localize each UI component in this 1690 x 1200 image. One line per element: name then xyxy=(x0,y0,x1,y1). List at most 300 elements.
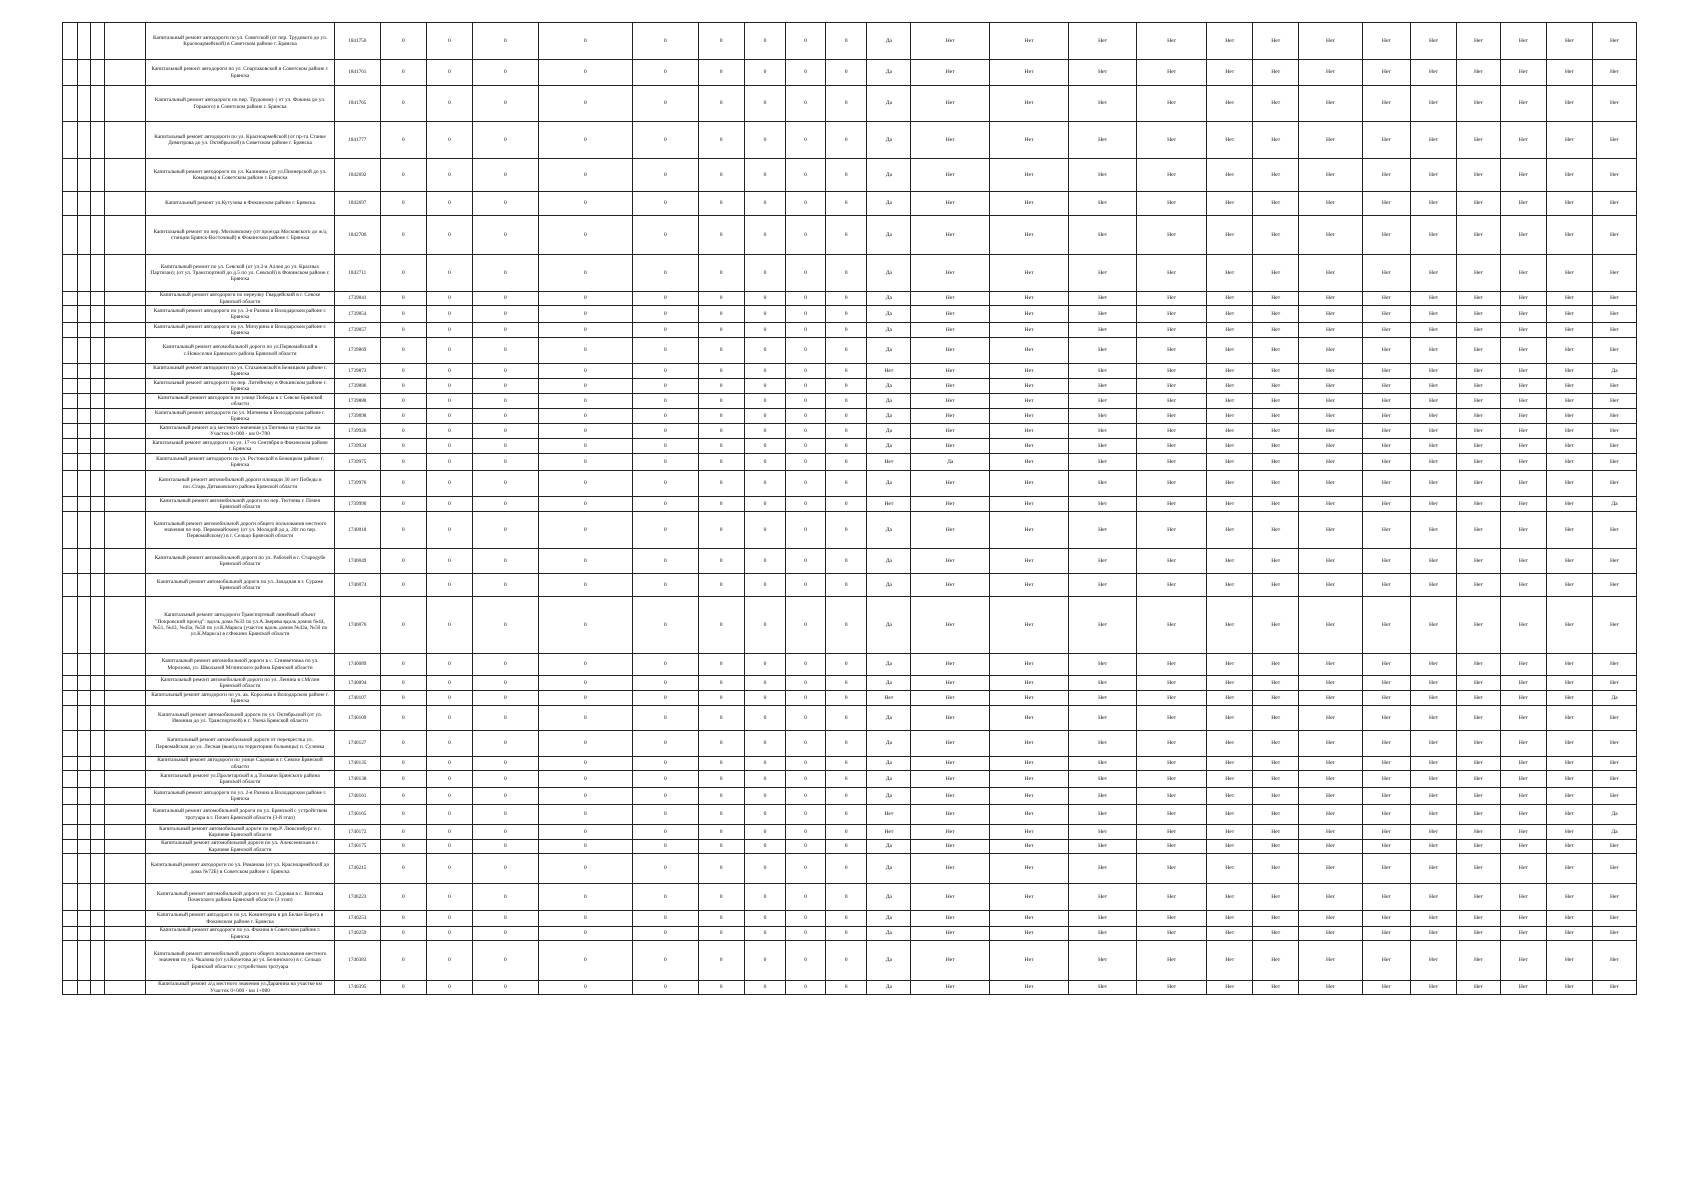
value-cell: 0 xyxy=(538,654,632,676)
flag-cell: Нет xyxy=(1457,379,1501,394)
object-name-cell: Капитальный ремонт автодороги по ул. Советской (от пер. Трудового до ул. Красноармейской) в Советском районе г. Брянска xyxy=(146,23,335,60)
empty-cell xyxy=(78,439,91,454)
flag-cell: Нет xyxy=(1592,941,1636,981)
flag-cell: Нет xyxy=(1500,654,1546,676)
value-cell: 0 xyxy=(426,192,472,216)
flag-cell: Нет xyxy=(1546,323,1592,338)
value-cell: 0 xyxy=(825,731,867,757)
value-cell: 0 xyxy=(472,471,538,497)
flag-cell: Нет xyxy=(1069,911,1137,927)
value-cell: 0 xyxy=(786,825,825,840)
flag-cell: Нет xyxy=(1137,409,1207,424)
value-cell: 0 xyxy=(825,364,867,379)
flag-cell: Нет xyxy=(1500,840,1546,854)
flag-cell: Нет xyxy=(1253,840,1299,854)
value-cell: 0 xyxy=(380,471,426,497)
value-cell: 0 xyxy=(825,292,867,306)
flag-cell: Да xyxy=(867,471,911,497)
flag-cell: Нет xyxy=(1207,981,1253,995)
table-row xyxy=(63,454,1637,471)
flag-cell: Нет xyxy=(990,706,1069,731)
object-name-cell: Капитальный ремонт автодороги по ул. Фокина в Советском районе г. Брянска xyxy=(146,927,335,941)
flag-cell: Нет xyxy=(1457,323,1501,338)
flag-cell: Нет xyxy=(1069,323,1137,338)
flag-cell: Да xyxy=(867,394,911,409)
empty-cell xyxy=(104,424,146,439)
value-cell: 0 xyxy=(786,676,825,691)
value-cell: 0 xyxy=(825,941,867,981)
empty-cell xyxy=(104,911,146,927)
value-cell: 0 xyxy=(426,292,472,306)
flag-cell: Нет xyxy=(911,927,990,941)
table-row xyxy=(63,192,1637,216)
flag-cell: Нет xyxy=(1457,23,1501,60)
flag-cell: Нет xyxy=(1546,379,1592,394)
flag-cell: Нет xyxy=(911,338,990,364)
value-cell: 0 xyxy=(825,424,867,439)
value-cell: 0 xyxy=(786,379,825,394)
flag-cell: Нет xyxy=(1411,306,1457,323)
flag-cell: Нет xyxy=(1546,854,1592,884)
value-cell: 0 xyxy=(632,788,698,805)
empty-cell xyxy=(63,805,78,825)
value-cell: 0 xyxy=(380,757,426,771)
object-code-cell: 1842692 xyxy=(334,159,380,192)
object-name-cell: Капитальный ремонт автомобильной дороги в с. Синеветовка по ул. Морозова, ул. Школьной Мглинского района Брянской области xyxy=(146,654,335,676)
empty-cell xyxy=(91,512,104,549)
flag-cell: Нет xyxy=(1500,454,1546,471)
flag-cell: Нет xyxy=(990,981,1069,995)
empty-cell xyxy=(104,805,146,825)
flag-cell: Нет xyxy=(1500,23,1546,60)
value-cell: 0 xyxy=(426,788,472,805)
flag-cell: Нет xyxy=(990,255,1069,292)
value-cell: 0 xyxy=(472,379,538,394)
object-name-cell: Капитальный ремонт автодороги по ул. Спартаковской в Советском районе г. Брянска xyxy=(146,60,335,86)
object-name-cell: Капитальный ремонт а/д местного значения ул.Тютчева на участке км Участок 0+000 - км 0+700 xyxy=(146,424,335,439)
object-name-cell: Капитальный ремонт автодороги по ул. ак. Королева в Володарском районе г. Брянска xyxy=(146,691,335,706)
flag-cell: Нет xyxy=(1362,60,1410,86)
flag-cell: Нет xyxy=(1207,911,1253,927)
value-cell: 0 xyxy=(825,60,867,86)
value-cell: 0 xyxy=(698,364,744,379)
flag-cell: Нет xyxy=(1457,122,1501,159)
empty-cell xyxy=(63,292,78,306)
flag-cell: Нет xyxy=(867,497,911,512)
empty-cell xyxy=(91,379,104,394)
flag-cell: Нет xyxy=(1069,23,1137,60)
flag-cell: Нет xyxy=(1137,454,1207,471)
value-cell: 0 xyxy=(698,60,744,86)
flag-cell: Нет xyxy=(1137,394,1207,409)
value-cell: 0 xyxy=(472,159,538,192)
value-cell: 0 xyxy=(472,854,538,884)
value-cell: 0 xyxy=(632,597,698,654)
flag-cell: Нет xyxy=(911,911,990,927)
value-cell: 0 xyxy=(698,497,744,512)
flag-cell: Нет xyxy=(1253,731,1299,757)
flag-cell: Нет xyxy=(1137,549,1207,574)
flag-cell: Нет xyxy=(1457,574,1501,597)
flag-cell: Нет xyxy=(911,884,990,911)
empty-cell xyxy=(78,409,91,424)
flag-cell: Нет xyxy=(1207,255,1253,292)
value-cell: 0 xyxy=(472,825,538,840)
object-name-cell: Капитальный ремонт автомобильной дороги общего пользования местного значения по ул. Чкалова (от ул.Кочетова до ул. Белинского) в г. Сельцо Брянской области с устройством тротуара xyxy=(146,941,335,981)
flag-cell: Нет xyxy=(1500,691,1546,706)
flag-cell: Нет xyxy=(1253,676,1299,691)
empty-cell xyxy=(91,927,104,941)
flag-cell: Нет xyxy=(1500,911,1546,927)
flag-cell: Нет xyxy=(1362,424,1410,439)
flag-cell: Нет xyxy=(1592,338,1636,364)
flag-cell: Нет xyxy=(1500,512,1546,549)
table-row xyxy=(63,981,1637,995)
value-cell: 0 xyxy=(825,654,867,676)
table-row xyxy=(63,676,1637,691)
flag-cell: Нет xyxy=(1411,292,1457,306)
value-cell: 0 xyxy=(538,255,632,292)
empty-cell xyxy=(91,471,104,497)
flag-cell: Нет xyxy=(1069,497,1137,512)
value-cell: 0 xyxy=(698,927,744,941)
flag-cell: Нет xyxy=(1207,192,1253,216)
table-row xyxy=(63,654,1637,676)
value-cell: 0 xyxy=(825,306,867,323)
object-name-cell: Капитальный ремонт автодороги по ул. Матвеева в Володарском районе г. Брянска xyxy=(146,409,335,424)
flag-cell: Нет xyxy=(1592,23,1636,60)
flag-cell: Нет xyxy=(1592,757,1636,771)
flag-cell: Нет xyxy=(1137,706,1207,731)
value-cell: 0 xyxy=(538,471,632,497)
value-cell: 0 xyxy=(786,497,825,512)
flag-cell: Да xyxy=(867,86,911,122)
object-name-cell: Капитальный ремонт автодороги по переулку Гвардейский в г. Севске Брянской области xyxy=(146,292,335,306)
value-cell: 0 xyxy=(380,654,426,676)
flag-cell: Нет xyxy=(1207,574,1253,597)
value-cell: 0 xyxy=(380,306,426,323)
flag-cell: Нет xyxy=(1207,338,1253,364)
value-cell: 0 xyxy=(698,691,744,706)
value-cell: 0 xyxy=(825,597,867,654)
value-cell: 0 xyxy=(426,122,472,159)
value-cell: 0 xyxy=(472,597,538,654)
flag-cell: Нет xyxy=(1362,292,1410,306)
flag-cell: Нет xyxy=(1411,771,1457,788)
empty-cell xyxy=(104,323,146,338)
empty-cell xyxy=(78,216,91,255)
flag-cell: Нет xyxy=(1546,439,1592,454)
empty-cell xyxy=(91,454,104,471)
table-row xyxy=(63,122,1637,159)
flag-cell: Нет xyxy=(990,409,1069,424)
table-row xyxy=(63,927,1637,941)
object-code-cell: 1841761 xyxy=(334,60,380,86)
flag-cell: Нет xyxy=(1299,306,1363,323)
flag-cell: Нет xyxy=(1299,338,1363,364)
value-cell: 0 xyxy=(744,706,786,731)
value-cell: 0 xyxy=(698,394,744,409)
value-cell: 0 xyxy=(632,497,698,512)
object-code-cell: 1739976 xyxy=(334,471,380,497)
value-cell: 0 xyxy=(744,323,786,338)
value-cell: 0 xyxy=(472,394,538,409)
flag-cell: Нет xyxy=(1592,306,1636,323)
value-cell: 0 xyxy=(426,757,472,771)
value-cell: 0 xyxy=(698,825,744,840)
flag-cell: Нет xyxy=(1592,379,1636,394)
value-cell: 0 xyxy=(825,788,867,805)
flag-cell: Нет xyxy=(990,394,1069,409)
value-cell: 0 xyxy=(744,884,786,911)
empty-cell xyxy=(63,394,78,409)
empty-cell xyxy=(63,691,78,706)
empty-cell xyxy=(63,409,78,424)
flag-cell: Нет xyxy=(1592,549,1636,574)
value-cell: 0 xyxy=(786,911,825,927)
empty-cell xyxy=(91,757,104,771)
value-cell: 0 xyxy=(632,706,698,731)
flag-cell: Нет xyxy=(1299,216,1363,255)
flag-cell: Нет xyxy=(1299,379,1363,394)
flag-cell: Нет xyxy=(1411,597,1457,654)
value-cell: 0 xyxy=(825,512,867,549)
value-cell: 0 xyxy=(744,122,786,159)
value-cell: 0 xyxy=(632,757,698,771)
flag-cell: Нет xyxy=(1500,757,1546,771)
value-cell: 0 xyxy=(744,676,786,691)
empty-cell xyxy=(91,192,104,216)
value-cell: 0 xyxy=(538,757,632,771)
value-cell: 0 xyxy=(380,23,426,60)
flag-cell: Нет xyxy=(1592,86,1636,122)
empty-cell xyxy=(78,86,91,122)
value-cell: 0 xyxy=(632,364,698,379)
object-name-cell: Капитальный ремонт автодороги по улице Садовая в г. Севске Брянской области xyxy=(146,757,335,771)
flag-cell: Нет xyxy=(1546,805,1592,825)
flag-cell: Нет xyxy=(1592,788,1636,805)
flag-cell: Нет xyxy=(1411,60,1457,86)
flag-cell: Нет xyxy=(911,854,990,884)
empty-cell xyxy=(63,364,78,379)
value-cell: 0 xyxy=(786,323,825,338)
flag-cell: Да xyxy=(867,292,911,306)
empty-cell xyxy=(78,192,91,216)
empty-cell xyxy=(91,854,104,884)
flag-cell: Нет xyxy=(1411,927,1457,941)
flag-cell: Нет xyxy=(1362,323,1410,338)
value-cell: 0 xyxy=(380,454,426,471)
flag-cell: Нет xyxy=(1457,497,1501,512)
value-cell: 0 xyxy=(426,706,472,731)
value-cell: 0 xyxy=(538,771,632,788)
flag-cell: Нет xyxy=(1362,409,1410,424)
value-cell: 0 xyxy=(472,292,538,306)
flag-cell: Нет xyxy=(1457,216,1501,255)
object-code-cell: 1740127 xyxy=(334,731,380,757)
value-cell: 0 xyxy=(744,731,786,757)
value-cell: 0 xyxy=(426,597,472,654)
flag-cell: Нет xyxy=(1546,23,1592,60)
flag-cell: Нет xyxy=(1137,159,1207,192)
table-row xyxy=(63,86,1637,122)
value-cell: 0 xyxy=(472,122,538,159)
flag-cell: Нет xyxy=(1299,497,1363,512)
empty-cell xyxy=(91,255,104,292)
flag-cell: Нет xyxy=(1500,771,1546,788)
flag-cell: Нет xyxy=(990,364,1069,379)
value-cell: 0 xyxy=(380,192,426,216)
value-cell: 0 xyxy=(472,731,538,757)
flag-cell: Нет xyxy=(1457,771,1501,788)
empty-cell xyxy=(63,323,78,338)
object-name-cell: Капитальный ремонт автомобильной дороги по ул. Садовая в с. Витовка Почепского района Брянской области (3 этап) xyxy=(146,884,335,911)
object-name-cell: Капитальный ремонт автодороги по ул. Калинина (от ул.Пионерской до ул. Комарова) в Советском районе г. Брянска xyxy=(146,159,335,192)
flag-cell: Нет xyxy=(1546,338,1592,364)
flag-cell: Нет xyxy=(1069,439,1137,454)
flag-cell: Нет xyxy=(1457,757,1501,771)
flag-cell: Нет xyxy=(1299,364,1363,379)
value-cell: 0 xyxy=(744,255,786,292)
empty-cell xyxy=(63,706,78,731)
table-row xyxy=(63,757,1637,771)
value-cell: 0 xyxy=(538,364,632,379)
empty-cell xyxy=(78,771,91,788)
flag-cell: Нет xyxy=(1207,323,1253,338)
flag-cell: Нет xyxy=(1411,379,1457,394)
value-cell: 0 xyxy=(426,471,472,497)
object-name-cell: Капитальный ремонт автомобильной дороги по ул. Брянской с устройством тротуара в г. Почеп Брянской области (3-й этап) xyxy=(146,805,335,825)
empty-cell xyxy=(104,292,146,306)
flag-cell: Нет xyxy=(990,439,1069,454)
empty-cell xyxy=(104,364,146,379)
flag-cell: Нет xyxy=(1362,159,1410,192)
value-cell: 0 xyxy=(744,854,786,884)
value-cell: 0 xyxy=(538,497,632,512)
flag-cell: Нет xyxy=(1411,731,1457,757)
empty-cell xyxy=(104,439,146,454)
flag-cell: Нет xyxy=(990,654,1069,676)
flag-cell: Нет xyxy=(990,676,1069,691)
value-cell: 0 xyxy=(698,706,744,731)
object-name-cell: Капитальный ремонт по ул. Севской (от ул.2-я Аллея до ул. Красных Партизан); (от ул. Транспортной до д.5 по ул. Севской) в Фокинском районе г. Брянска xyxy=(146,255,335,292)
flag-cell: Нет xyxy=(1457,597,1501,654)
flag-cell: Нет xyxy=(1299,409,1363,424)
value-cell: 0 xyxy=(426,884,472,911)
empty-cell xyxy=(78,471,91,497)
flag-cell: Нет xyxy=(911,731,990,757)
value-cell: 0 xyxy=(744,439,786,454)
flag-cell: Нет xyxy=(1207,676,1253,691)
value-cell: 0 xyxy=(786,439,825,454)
value-cell: 0 xyxy=(380,911,426,927)
flag-cell: Нет xyxy=(1207,941,1253,981)
flag-cell: Нет xyxy=(1207,306,1253,323)
flag-cell: Нет xyxy=(1299,192,1363,216)
flag-cell: Нет xyxy=(1457,338,1501,364)
flag-cell: Нет xyxy=(1500,255,1546,292)
value-cell: 0 xyxy=(632,192,698,216)
flag-cell: Нет xyxy=(1253,86,1299,122)
flag-cell: Нет xyxy=(1411,706,1457,731)
value-cell: 0 xyxy=(538,86,632,122)
empty-cell xyxy=(91,394,104,409)
flag-cell: Нет xyxy=(990,927,1069,941)
table-row xyxy=(63,306,1637,323)
flag-cell: Да xyxy=(867,927,911,941)
flag-cell: Нет xyxy=(1362,911,1410,927)
flag-cell: Нет xyxy=(1546,788,1592,805)
table-row xyxy=(63,424,1637,439)
value-cell: 0 xyxy=(698,454,744,471)
empty-cell xyxy=(78,691,91,706)
value-cell: 0 xyxy=(632,23,698,60)
flag-cell: Нет xyxy=(1207,654,1253,676)
value-cell: 0 xyxy=(786,706,825,731)
object-name-cell: Капитальный ремонт автомобильной дороги общего пользования местного значения по пер. Первомайскому (от ул. Молодой до д. 20г по пер. Первомайскому) в г. Сельцо Брянской области xyxy=(146,512,335,549)
empty-cell xyxy=(91,60,104,86)
empty-cell xyxy=(104,788,146,805)
value-cell: 0 xyxy=(472,454,538,471)
empty-cell xyxy=(104,676,146,691)
flag-cell: Нет xyxy=(1362,757,1410,771)
value-cell: 0 xyxy=(380,981,426,995)
value-cell: 0 xyxy=(825,805,867,825)
flag-cell: Нет xyxy=(1411,884,1457,911)
flag-cell: Нет xyxy=(990,911,1069,927)
object-name-cell: Капитальный ремонт автодороги по ул. Романова (от ул. Красноармейской до дома №72Б) в Советском районе г. Брянска xyxy=(146,854,335,884)
flag-cell: Нет xyxy=(1069,771,1137,788)
flag-cell: Нет xyxy=(1137,338,1207,364)
flag-cell: Нет xyxy=(1207,424,1253,439)
empty-cell xyxy=(63,192,78,216)
table-row xyxy=(63,379,1637,394)
value-cell: 0 xyxy=(472,86,538,122)
value-cell: 0 xyxy=(426,574,472,597)
flag-cell: Нет xyxy=(990,86,1069,122)
value-cell: 0 xyxy=(538,691,632,706)
value-cell: 0 xyxy=(632,840,698,854)
flag-cell: Нет xyxy=(1137,854,1207,884)
object-name-cell: Капитальный ремонт автодороги по ул. 2-я Разина в Володарском районе г. Брянска xyxy=(146,788,335,805)
empty-cell xyxy=(63,497,78,512)
empty-cell xyxy=(78,654,91,676)
object-name-cell: Капитальный ремонт автодороги по пер. Литейному в Фокинском районе г. Брянска xyxy=(146,379,335,394)
value-cell: 0 xyxy=(744,497,786,512)
flag-cell: Нет xyxy=(1253,549,1299,574)
value-cell: 0 xyxy=(380,86,426,122)
flag-cell: Нет xyxy=(1546,292,1592,306)
value-cell: 0 xyxy=(786,192,825,216)
empty-cell xyxy=(63,597,78,654)
table-row xyxy=(63,840,1637,854)
flag-cell: Нет xyxy=(911,364,990,379)
object-name-cell: Капитальный ремонт автомобильной дороги от перекрестка ул. Первомайская до ул. Лесная (выезд на территорию больницы) п. Суземка xyxy=(146,731,335,757)
flag-cell: Нет xyxy=(1500,788,1546,805)
flag-cell: Нет xyxy=(1362,574,1410,597)
flag-cell: Нет xyxy=(1299,854,1363,884)
object-code-cell: 1842697 xyxy=(334,192,380,216)
flag-cell: Нет xyxy=(990,854,1069,884)
empty-cell xyxy=(91,825,104,840)
value-cell: 0 xyxy=(632,549,698,574)
value-cell: 0 xyxy=(786,306,825,323)
empty-cell xyxy=(63,941,78,981)
value-cell: 0 xyxy=(380,364,426,379)
value-cell: 0 xyxy=(472,192,538,216)
flag-cell: Нет xyxy=(1411,854,1457,884)
flag-cell: Да xyxy=(867,771,911,788)
